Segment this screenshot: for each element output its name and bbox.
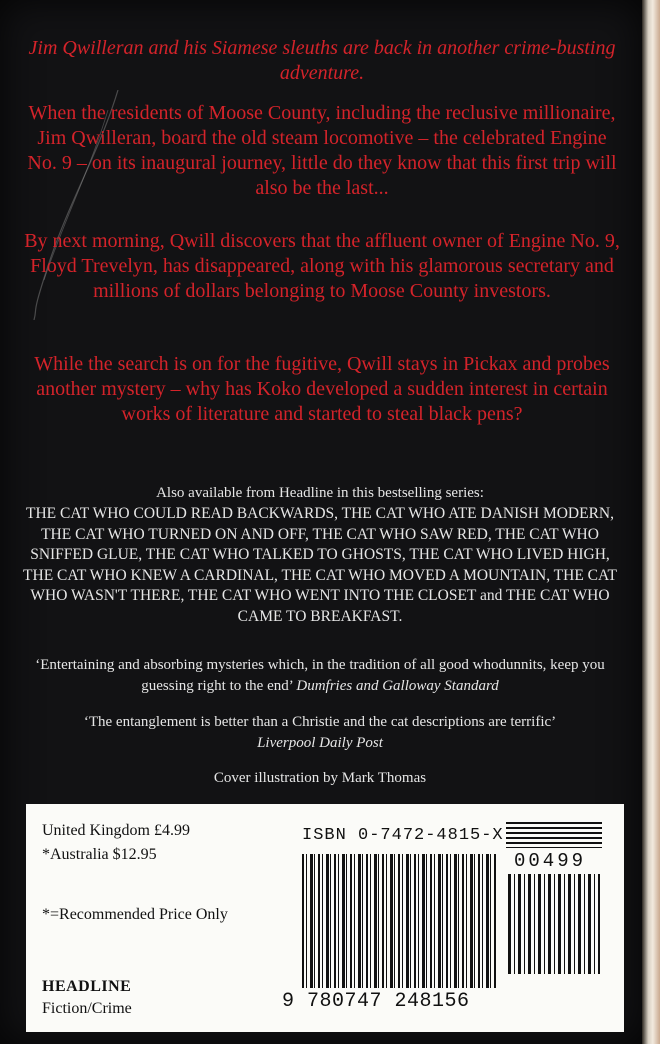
review-quote-1-text: ‘Entertaining and absorbing mysteries which, in the tradition of all good whodunnits, keep you guessing right to the end’	[35, 657, 605, 694]
barcode-digits: 9 780747 248156	[282, 990, 470, 1013]
review-quote-2-text: ‘The entanglement is better than a Christie and the cat descriptions are terrific’	[83, 714, 557, 730]
price-australia: *Australia $12.95	[42, 846, 157, 863]
book-category: Fiction/Crime	[42, 1000, 132, 1017]
price-addon-barcode	[508, 874, 600, 974]
blurb-paragraph-3: While the search is on for the fugitive, Qwill stays in Pickax and probes another mystery – why has Koko developed a sudden interest in certain works of literature and started to steal black pens?	[34, 353, 610, 425]
blurb-paragraph-2: By next morning, Qwill discovers that the affluent owner of Engine No. 9, Floyd Trevelyn, has disappeared, along with his glamorous secretary and millions of dollars belonging to Moose County investors.	[24, 230, 620, 302]
recommended-price-note: *=Recommended Price Only	[42, 906, 228, 923]
cover-illustration-credit: Cover illustration by Mark Thomas	[213, 770, 427, 786]
publisher-name: HEADLINE	[42, 978, 132, 995]
series-title-list: THE CAT WHO COULD READ BACKWARDS, THE CAT WHO ATE DANISH MODERN, THE CAT WHO TURNED ON AND OFF, THE CAT WHO SAW RED, THE CAT WHO SNIFFED GLUE, THE CAT WHO TALKED TO GHOSTS, THE CAT WHO LIVED HIGH, THE CAT WHO KNEW A CARDINAL, THE CAT WHO MOVED A MOUNTAIN, THE CAT WHO WASN'T THERE, THE CAT WHO WENT INTO THE CLOSET and THE CAT WHO CAME TO BREAKFAST.	[23, 505, 617, 625]
price-barcode-panel	[26, 804, 624, 1032]
blurb-intro: Jim Qwilleran and his Siamese sleuths are back in another crime-busting adventure.	[28, 37, 616, 84]
price-code-digits: 00499	[514, 850, 587, 872]
isbn-barcode	[506, 822, 602, 848]
review-quote-2	[20, 712, 620, 754]
also-available-heading: Also available from Headline in this bestselling series:	[156, 485, 484, 501]
price-uk: United Kingdom £4.99	[42, 822, 190, 839]
isbn-number: ISBN 0-7472-4815-X	[302, 826, 504, 845]
blurb-paragraph-1: When the residents of Moose County, including the reclusive millionaire, Jim Qwilleran, board the old steam locomotive – the celebrated Engine No. 9 – on its inaugural journey, little do they know that this first trip will also be the last...	[27, 102, 617, 199]
review-quote-1	[20, 655, 620, 697]
ean-barcode	[302, 854, 498, 988]
review-quote-2-source: Liverpool Daily Post	[257, 735, 383, 751]
page-edge	[642, 0, 660, 1044]
review-quote-1-source: Dumfries and Galloway Standard	[296, 678, 499, 694]
